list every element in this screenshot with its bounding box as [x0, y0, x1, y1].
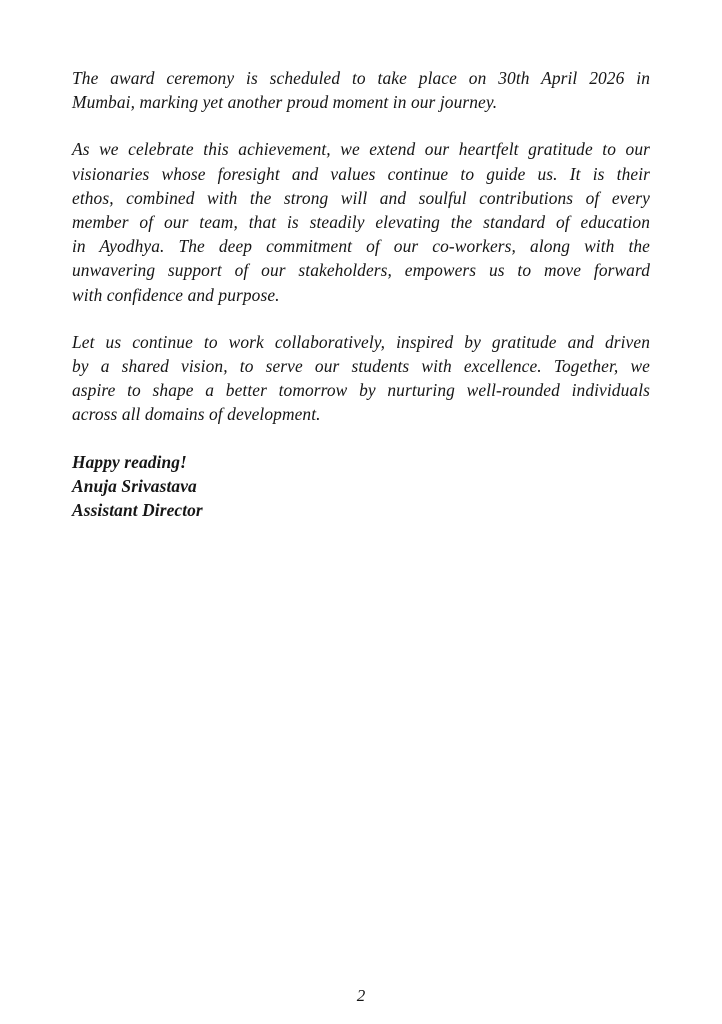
text-line: member of our team, that is steadily elevating the standard of education: [72, 212, 650, 233]
text-line: visionaries whose foresight and values continue to guide us. It is their: [72, 163, 650, 184]
text-line: unwavering support of our stakeholders, empowers us to move forward: [72, 260, 650, 281]
closing-line: Happy reading!: [72, 451, 187, 472]
text-line: Let us continue to work collaboratively, inspired by gratitude and driven: [72, 331, 650, 352]
text-line: Mumbai, marking yet another proud moment in our journey.: [72, 92, 498, 113]
paragraph-2: [72, 137, 650, 306]
paragraph-1: [72, 66, 650, 114]
text-line: ethos, combined with the strong will and soulful contributions of every: [72, 187, 650, 208]
text-line: aspire to shape a better tomorrow by nurturing well-rounded individuals: [72, 380, 650, 401]
author-role: Assistant Director: [72, 500, 203, 521]
signature-block: [72, 450, 650, 523]
text-line: with confidence and purpose.: [72, 284, 280, 305]
text-line: As we celebrate this achievement, we extend our heartfelt gratitude to our: [72, 139, 650, 160]
text-line: The award ceremony is scheduled to take place on 30th April 2026 in: [72, 68, 650, 88]
page-number: 2: [356, 986, 366, 1005]
letter-body: [72, 66, 650, 522]
text-line: in Ayodhya. The deep commitment of our co-workers, along with the: [72, 236, 650, 257]
text-line: across all domains of development.: [72, 404, 321, 425]
text-line: by a shared vision, to serve our students with excellence. Together, we: [72, 356, 650, 377]
paragraph-3: [72, 330, 650, 427]
author-name: Anuja Srivastava: [72, 475, 197, 496]
